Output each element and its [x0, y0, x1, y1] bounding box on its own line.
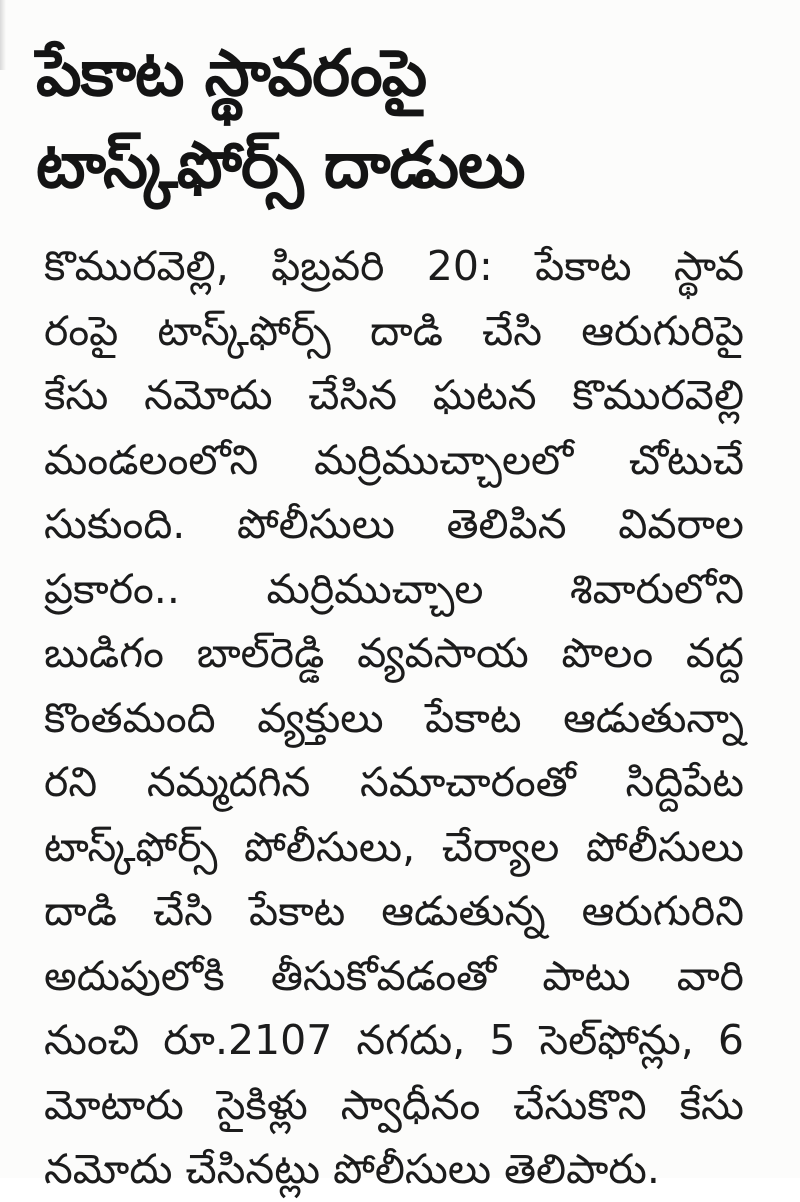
body-line: నుంచి రూ.2107 నగదు, 5 సెల్‌ఫోన్లు, 6: [44, 1016, 744, 1064]
body-line-last: నమోదు చేసినట్లు పోలీసులు తెలిపారు.: [44, 1145, 660, 1193]
body-line: టాస్క్‌ఫోర్స్ పోలీసులు, చేర్యాల పోలీసులు: [44, 822, 744, 871]
body-line: రంపై టాస్క్‌ఫోర్స్ దాడి చేసి ఆరుగురిపై: [44, 306, 744, 355]
body-line: మండలంలోని మర్రిముచ్చాలలో చోటుచే: [44, 435, 744, 484]
body-line: ప్రకారం.. మర్రిముచ్చాల శివారులోని: [44, 564, 744, 613]
body-line: సుకుంది. పోలీసులు తెలిపిన వివరాల: [44, 500, 744, 548]
headline-line: టాస్క్‌ఫోర్స్ దాడులు: [36, 129, 525, 203]
body-line: దాడి చేసి పేకాట ఆడుతున్న ఆరుగురిని: [44, 887, 744, 935]
body-line: కేసు నమోదు చేసిన ఘటన కొమురవెల్లి: [44, 371, 744, 419]
body-line: కొమురవెల్లి, ఫిబ్రవరి 20: పేకాట స్థావ: [44, 242, 744, 290]
body-line: రని నమ్మదగిన సమాచారంతో సిద్దిపేట: [44, 758, 744, 806]
article-body: [44, 234, 744, 1202]
article-headline: [36, 28, 776, 212]
headline-line: పేకాట స్థావరంపై: [36, 37, 427, 111]
body-line: బుడిగం బాల్‌రెడ్డి వ్యవసాయ పొలం వద్ద: [44, 629, 744, 677]
body-line: అదుపులోకి తీసుకోవడంతో పాటు వారి: [44, 951, 744, 1000]
body-line: మోటారు సైకిళ్లు స్వాధీనం చేసుకొని కేసు: [44, 1080, 744, 1129]
scan-edge-shadow: [0, 0, 6, 70]
body-line: కొంతమంది వ్యక్తులు పేకాట ఆడుతున్నా: [44, 693, 744, 742]
